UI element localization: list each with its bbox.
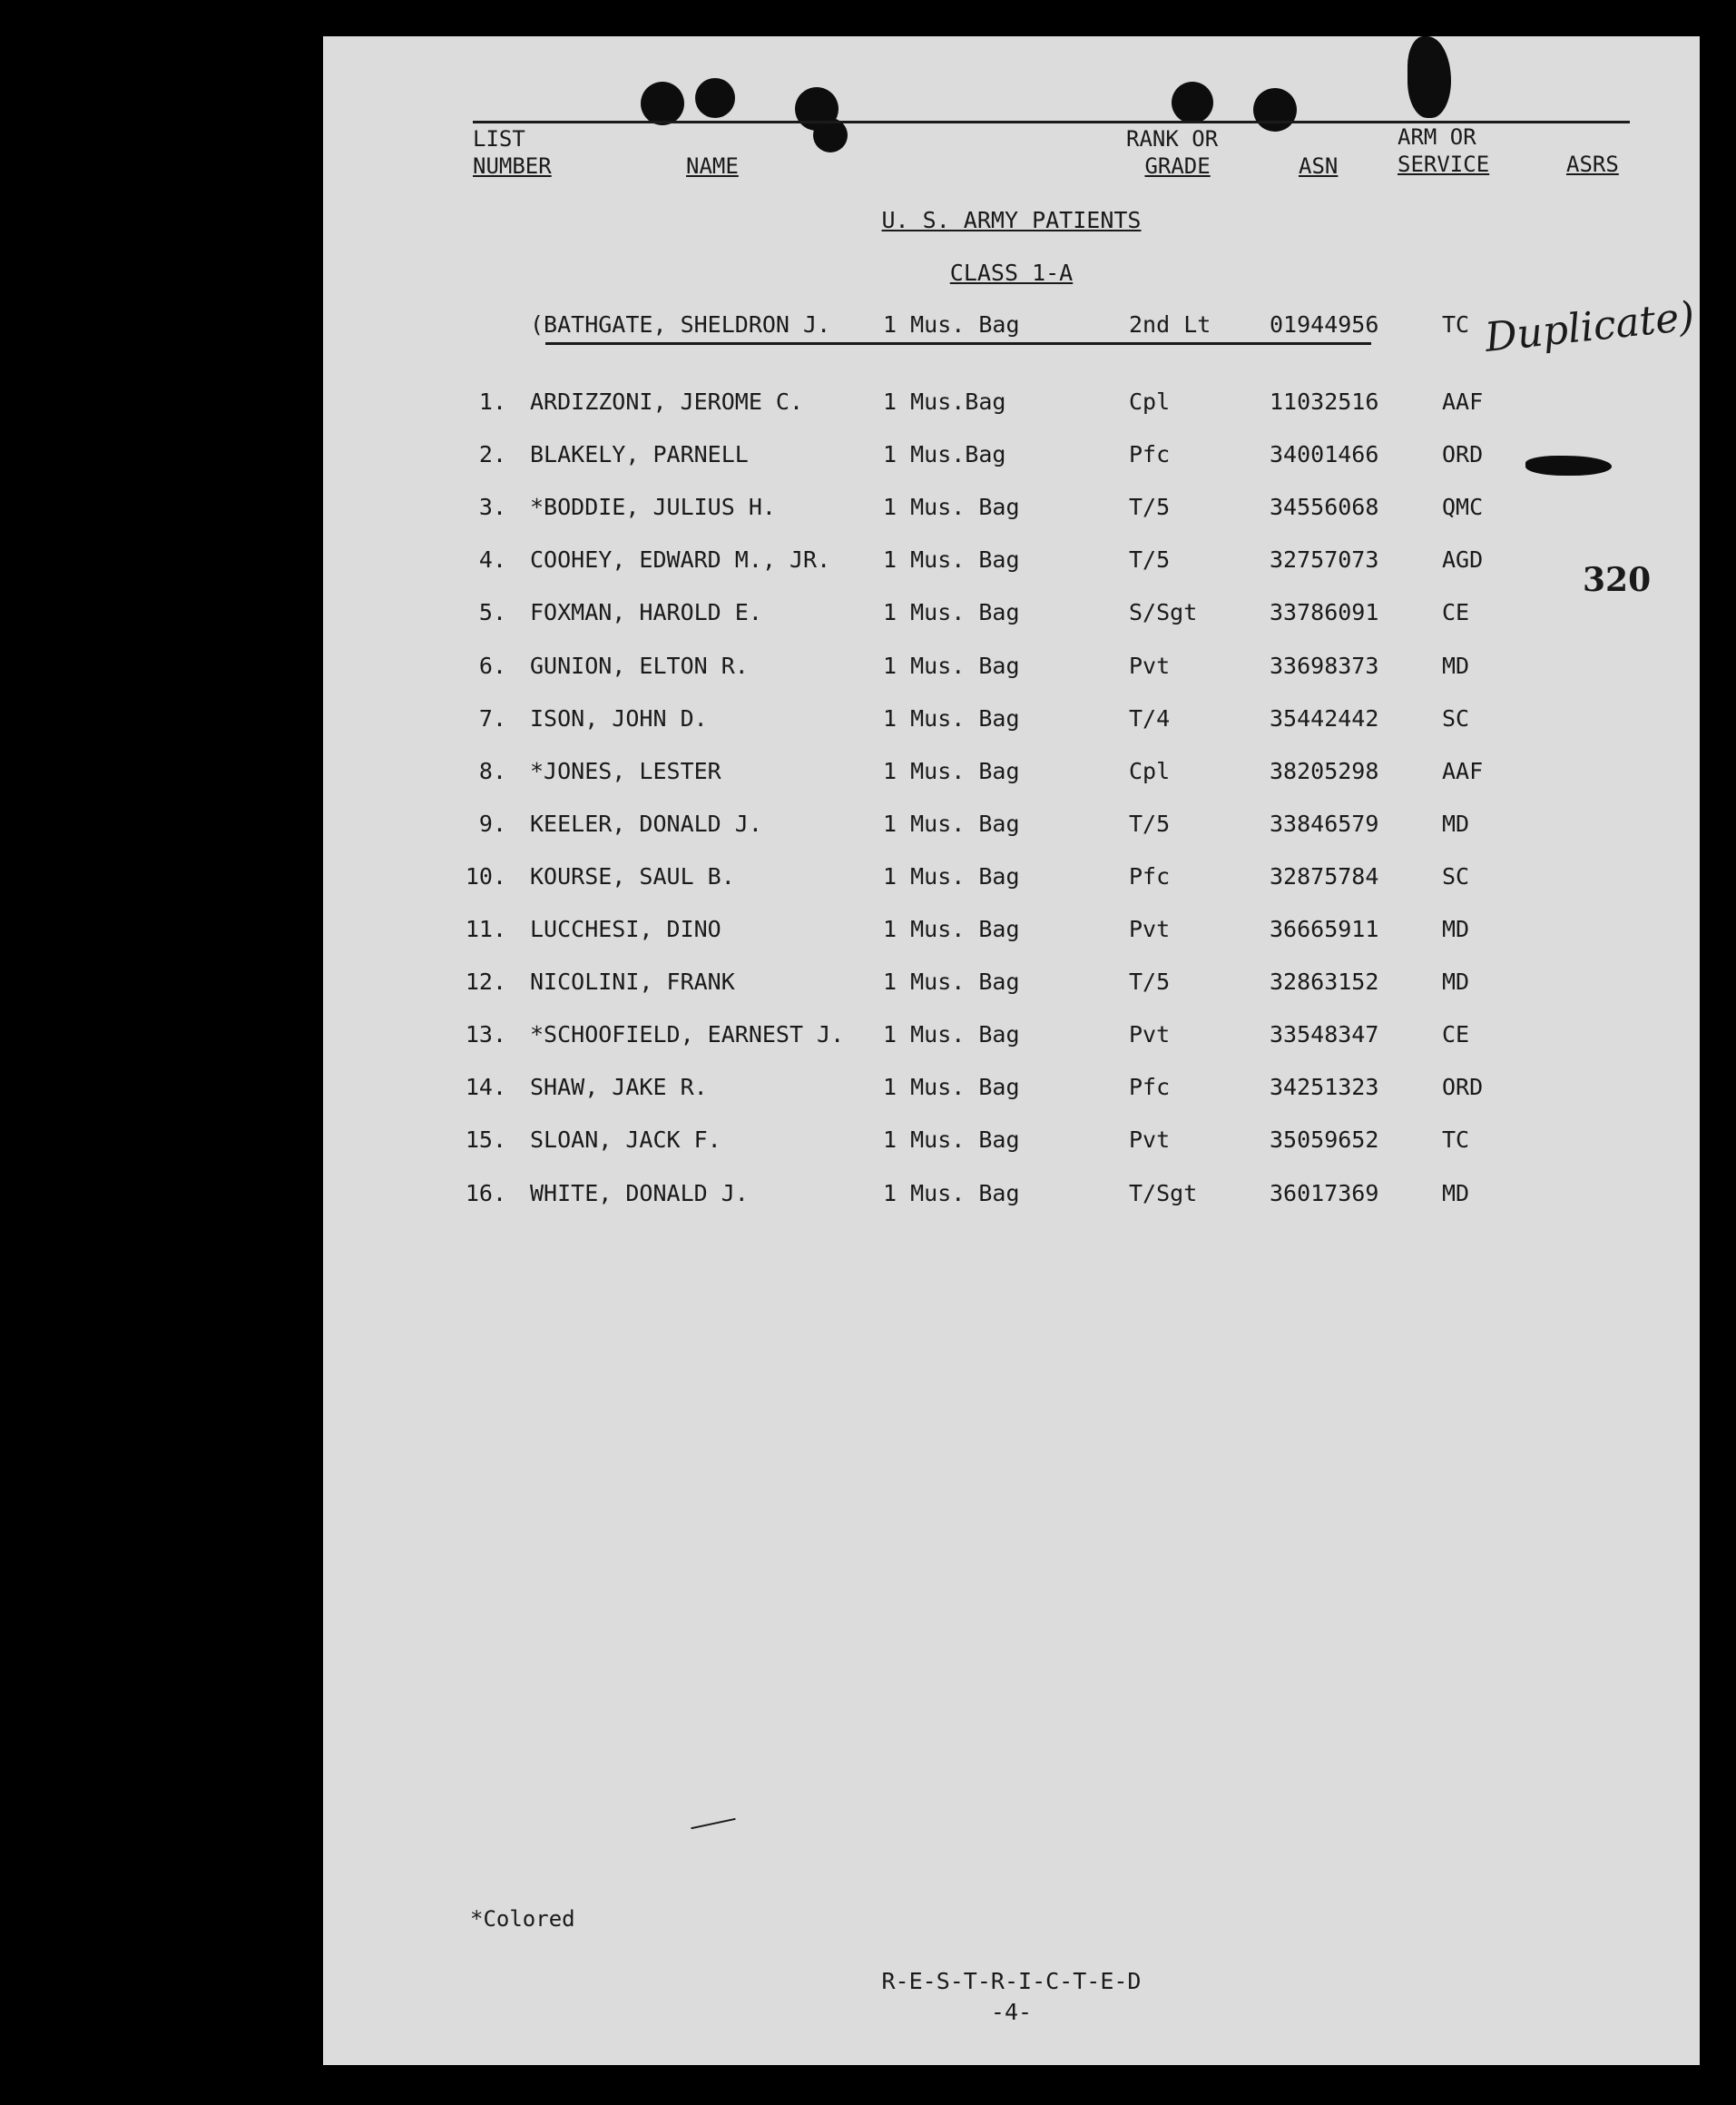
- arm-service: SC: [1442, 863, 1470, 890]
- row-number: 1.: [478, 389, 506, 415]
- row-number: 7.: [478, 705, 506, 732]
- header-name: NAME: [686, 153, 739, 179]
- asn: 32863152: [1270, 969, 1379, 995]
- asn: 34251323: [1270, 1074, 1379, 1100]
- torn-corner-stain: [1407, 36, 1451, 118]
- asn: 11032516: [1270, 389, 1379, 415]
- rank-grade: T/4: [1129, 705, 1171, 732]
- patient-name: NICOLINI, FRANK: [530, 969, 735, 995]
- header-arm: ARM OR SERVICE: [1398, 124, 1490, 177]
- baggage: 1 Mus. Bag: [883, 653, 1020, 679]
- asn: 36017369: [1270, 1180, 1379, 1206]
- asn: 33698373: [1270, 653, 1379, 679]
- footnote: *Colored: [470, 1906, 575, 1932]
- row-number: 13.: [465, 1021, 506, 1048]
- patient-row: [323, 389, 1700, 419]
- asn: 33548347: [1270, 1021, 1379, 1048]
- arm-service: MD: [1442, 916, 1470, 942]
- patient-name: SHAW, JAKE R.: [530, 1074, 708, 1100]
- row-number: 3.: [478, 494, 506, 520]
- patient-row: [323, 916, 1700, 947]
- row-number: 4.: [478, 546, 506, 573]
- punch-hole: [1172, 82, 1213, 123]
- row-number: 11.: [465, 916, 506, 942]
- asn: 32875784: [1270, 863, 1379, 890]
- baggage: 1 Mus. Bag: [883, 811, 1020, 837]
- row-number: 12.: [465, 969, 506, 995]
- baggage: 1 Mus. Bag: [883, 1074, 1020, 1100]
- patient-row: [323, 863, 1700, 894]
- patient-name: LUCCHESI, DINO: [530, 916, 721, 942]
- arm-service: AGD: [1442, 546, 1484, 573]
- struck-asn: 01944956: [1270, 311, 1379, 338]
- struck-rank: 2nd Lt: [1129, 311, 1211, 338]
- row-number: 6.: [478, 653, 506, 679]
- rank-grade: Pfc: [1129, 863, 1171, 890]
- patient-name: KEELER, DONALD J.: [530, 811, 762, 837]
- arm-service: MD: [1442, 653, 1470, 679]
- patient-row: [323, 599, 1700, 630]
- patient-row: [323, 758, 1700, 789]
- page-title: U. S. ARMY PATIENTS: [881, 207, 1142, 233]
- patient-row: [323, 494, 1700, 525]
- punch-hole: [695, 78, 735, 118]
- arm-service: ORD: [1442, 1074, 1484, 1100]
- arm-service: MD: [1442, 811, 1470, 837]
- arm-service: QMC: [1442, 494, 1484, 520]
- baggage: 1 Mus. Bag: [883, 705, 1020, 732]
- arm-service: CE: [1442, 599, 1470, 625]
- rank-grade: Pfc: [1129, 441, 1171, 467]
- rank-grade: T/5: [1129, 494, 1171, 520]
- rank-grade: Cpl: [1129, 758, 1171, 784]
- patient-row: [323, 653, 1700, 684]
- patient-name: *SCHOOFIELD, EARNEST J.: [530, 1021, 845, 1048]
- patient-name: BLAKELY, PARNELL: [530, 441, 749, 467]
- patient-row: [323, 1074, 1700, 1105]
- arm-service: AAF: [1442, 389, 1484, 415]
- patient-name: KOURSE, SAUL B.: [530, 863, 735, 890]
- patient-name: *JONES, LESTER: [530, 758, 721, 784]
- patient-name: SLOAN, JACK F.: [530, 1126, 721, 1153]
- row-number: 16.: [465, 1180, 506, 1206]
- arm-service: ORD: [1442, 441, 1484, 467]
- baggage: 1 Mus. Bag: [883, 758, 1020, 784]
- patient-row: [323, 1021, 1700, 1052]
- patient-name: COOHEY, EDWARD M., JR.: [530, 546, 831, 573]
- rank-grade: T/5: [1129, 811, 1171, 837]
- struck-bag: 1 Mus. Bag: [883, 311, 1020, 338]
- asn: 35059652: [1270, 1126, 1379, 1153]
- row-number: 15.: [465, 1126, 506, 1153]
- asn: 34556068: [1270, 494, 1379, 520]
- handwritten-note: Duplicate): [1482, 293, 1697, 361]
- asn: 33786091: [1270, 599, 1379, 625]
- rank-grade: Pvt: [1129, 653, 1171, 679]
- patient-row: [323, 811, 1700, 841]
- rank-grade: S/Sgt: [1129, 599, 1198, 625]
- header-list-number: LIST NUMBER: [473, 126, 552, 179]
- rank-grade: Pvt: [1129, 1126, 1171, 1153]
- asn: 35442442: [1270, 705, 1379, 732]
- struck-arm: TC: [1442, 311, 1470, 338]
- row-number: 8.: [478, 758, 506, 784]
- row-number: 14.: [465, 1074, 506, 1100]
- rank-grade: Pfc: [1129, 1074, 1171, 1100]
- header-asn: ASN: [1299, 153, 1339, 179]
- baggage: 1 Mus. Bag: [883, 969, 1020, 995]
- rank-grade: Pvt: [1129, 1021, 1171, 1048]
- baggage: 1 Mus. Bag: [883, 546, 1020, 573]
- row-number: 5.: [478, 599, 506, 625]
- asn: 32757073: [1270, 546, 1379, 573]
- rank-grade: T/5: [1129, 546, 1171, 573]
- restricted-marking: R-E-S-T-R-I-C-T-E-D: [881, 1968, 1142, 1994]
- patient-row: [323, 546, 1700, 577]
- stamp-number: 320: [1583, 561, 1652, 599]
- header-rank: RANK OR GRADE: [1126, 126, 1219, 179]
- arm-service: TC: [1442, 1126, 1470, 1153]
- asn: 33846579: [1270, 811, 1379, 837]
- rank-grade: Cpl: [1129, 389, 1171, 415]
- asn: 38205298: [1270, 758, 1379, 784]
- patient-name: ARDIZZONI, JEROME C.: [530, 389, 804, 415]
- arm-service: SC: [1442, 705, 1470, 732]
- punch-hole: [1253, 88, 1297, 132]
- baggage: 1 Mus. Bag: [883, 1180, 1020, 1206]
- page-number: -4-: [990, 1999, 1033, 2025]
- row-number: 2.: [478, 441, 506, 467]
- baggage: 1 Mus. Bag: [883, 916, 1020, 942]
- struck-name: (BATHGATE, SHELDRON J.: [530, 311, 831, 338]
- row-number: 10.: [465, 863, 506, 890]
- baggage: 1 Mus. Bag: [883, 1021, 1020, 1048]
- baggage: 1 Mus.Bag: [883, 441, 1006, 467]
- class-title: CLASS 1-A: [949, 260, 1074, 286]
- patient-row: [323, 1180, 1700, 1211]
- punch-hole: [641, 82, 684, 125]
- baggage: 1 Mus. Bag: [883, 863, 1020, 890]
- document-page: [323, 36, 1700, 2065]
- arm-service: CE: [1442, 1021, 1470, 1048]
- rank-grade: T/5: [1129, 969, 1171, 995]
- rank-grade: Pvt: [1129, 916, 1171, 942]
- patient-name: WHITE, DONALD J.: [530, 1180, 749, 1206]
- baggage: 1 Mus.Bag: [883, 389, 1006, 415]
- row-number: 9.: [478, 811, 506, 837]
- patient-name: FOXMAN, HAROLD E.: [530, 599, 762, 625]
- pen-mark: [691, 1818, 735, 1829]
- header-asrs: ASRS: [1566, 152, 1619, 177]
- arm-service: MD: [1442, 1180, 1470, 1206]
- rank-grade: T/Sgt: [1129, 1180, 1198, 1206]
- patient-name: GUNION, ELTON R.: [530, 653, 749, 679]
- asn: 36665911: [1270, 916, 1379, 942]
- patient-row: [323, 705, 1700, 736]
- patient-name: *BODDIE, JULIUS H.: [530, 494, 776, 520]
- arm-service: MD: [1442, 969, 1470, 995]
- patient-row: [323, 969, 1700, 999]
- baggage: 1 Mus. Bag: [883, 494, 1020, 520]
- baggage: 1 Mus. Bag: [883, 599, 1020, 625]
- arm-service: AAF: [1442, 758, 1484, 784]
- patient-row: [323, 1126, 1700, 1157]
- asn: 34001466: [1270, 441, 1379, 467]
- strikethrough-line: [545, 342, 1371, 345]
- baggage: 1 Mus. Bag: [883, 1126, 1020, 1153]
- patient-name: ISON, JOHN D.: [530, 705, 708, 732]
- patient-row: [323, 441, 1700, 472]
